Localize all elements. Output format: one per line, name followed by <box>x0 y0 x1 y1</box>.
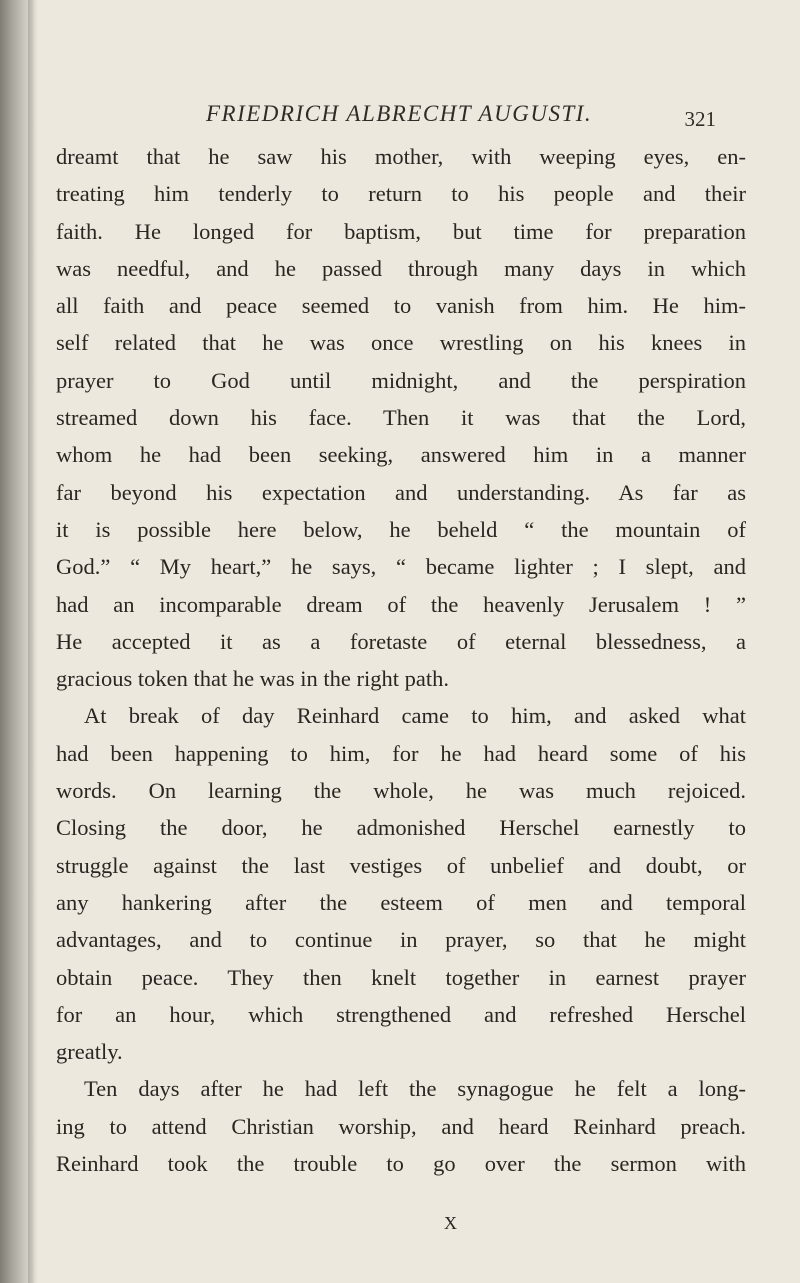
text-line: Closing the door, he admonished Herschel earnestly to <box>56 815 746 841</box>
text-line: all faith and peace seemed to vanish from him. He him- <box>56 293 746 319</box>
book-page <box>56 0 746 1283</box>
text-line: whom he had been seeking, answered him in a manner <box>56 442 746 468</box>
text-line: far beyond his expectation and understanding. As far as <box>56 479 746 505</box>
text-line: words. On learning the whole, he was much rejoiced. <box>56 778 746 804</box>
text-line: ing to attend Christian worship, and heard Reinhard preach. <box>56 1113 746 1139</box>
gutter-edge <box>28 0 38 1283</box>
text-line: had been happening to him, for he had heard some of his <box>56 740 746 766</box>
running-head <box>56 101 746 131</box>
text-line: gracious token that he was in the right path. <box>56 666 450 692</box>
paragraph-2 <box>56 697 746 1070</box>
text-line: advantages, and to continue in prayer, so that he might <box>56 927 746 953</box>
text-line: treating him tenderly to return to his people and their <box>56 181 746 207</box>
text-line: streamed down his face. Then it was that the Lord, <box>56 405 746 431</box>
text-line: Reinhard took the trouble to go over the sermon with <box>56 1151 746 1177</box>
text-line: greatly. <box>56 1039 123 1065</box>
text-line: self related that he was once wrestling on his knees in <box>56 330 746 356</box>
text-line: for an hour, which strengthened and refreshed Herschel <box>56 1001 746 1027</box>
text-line: dreamt that he saw his mother, with weeping eyes, en- <box>56 144 746 169</box>
text-line: any hankering after the esteem of men and temporal <box>56 889 746 915</box>
text-line: obtain peace. They then knelt together in earnest prayer <box>56 964 746 990</box>
text-line: prayer to God until midnight, and the perspiration <box>56 367 746 393</box>
text-line: struggle against the last vestiges of unbelief and doubt, or <box>56 852 746 878</box>
text-line: He accepted it as a foretaste of eternal blessedness, a <box>56 628 746 654</box>
text-line: had an incomparable dream of the heavenly Jerusalem ! ” <box>56 591 746 617</box>
text-line: was needful, and he passed through many days in which <box>56 255 746 281</box>
page-number: 321 <box>684 107 716 131</box>
text-line: Ten days after he had left the synagogue he felt a long- <box>84 1076 746 1102</box>
paragraph-1 <box>56 138 746 697</box>
running-title: FRIEDRICH ALBRECHT AUGUSTI. <box>206 101 593 126</box>
text-line: it is possible here below, he beheld “ the mountain of <box>56 516 746 542</box>
text-line: At break of day Reinhard came to him, and asked what <box>84 703 746 729</box>
paragraph-3 <box>56 1070 746 1182</box>
text-line: faith. He longed for baptism, but time for preparation <box>56 218 746 244</box>
text-line: God.” “ My heart,” he says, “ became lighter ; I slept, and <box>56 554 746 580</box>
signature-mark: X <box>444 1213 458 1233</box>
body-text <box>56 138 746 1182</box>
